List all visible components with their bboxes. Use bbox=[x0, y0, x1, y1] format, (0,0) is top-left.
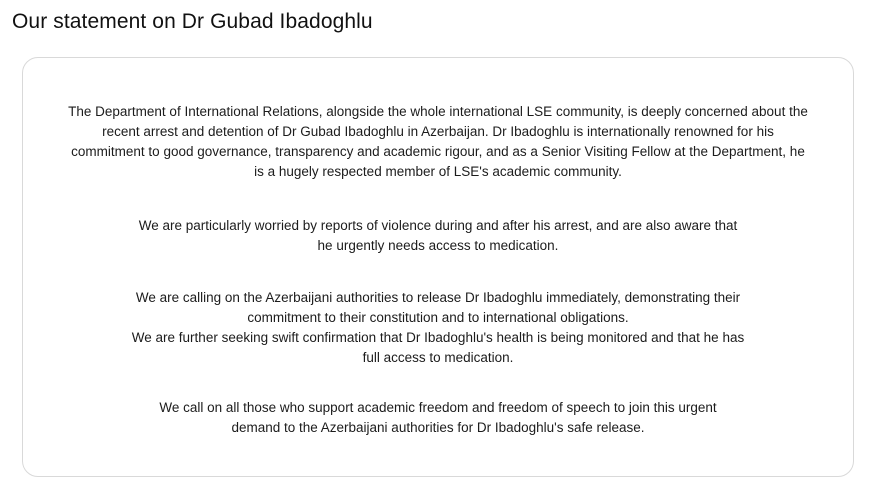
statement-paragraph-solidarity: We call on all those who support academic freedom and freedom of speech to join this urgent demand to the Azerbaijani authorities for Dr Ibadoghlu's safe release. bbox=[159, 400, 717, 435]
call-to-action-line-1: We are calling on the Azerbaijani authorities to release Dr Ibadoghlu immediately, demonstrating their commitment to their constitution and to international obligations. bbox=[135, 290, 741, 325]
page-title: Our statement on Dr Gubad Ibadoghlu bbox=[12, 10, 373, 33]
call-to-action-line-2: We are further seeking swift confirmation that Dr Ibadoghlu's health is being monitored and that he has full access to medication. bbox=[131, 330, 745, 365]
statement-paragraph-concern: We are particularly worried by reports of violence during and after his arrest, and are also aware that he urgently needs access to medication. bbox=[138, 218, 738, 253]
statement-card-body bbox=[23, 58, 853, 448]
statement-card bbox=[22, 57, 854, 477]
statement-paragraph-call-to-action bbox=[59, 288, 817, 368]
statement-paragraph-intro: The Department of International Relations, alongside the whole international LSE community, is deeply concerned about the recent arrest and detention of Dr Gubad Ibadoghlu in Azerbaijan. Dr Ibadoghlu is internationally renowned for his commitment to good governance, transparency and academic rigour, and as a Senior Visiting Fellow at the Department, he is a hugely respected member of LSE's academic community. bbox=[68, 104, 808, 179]
